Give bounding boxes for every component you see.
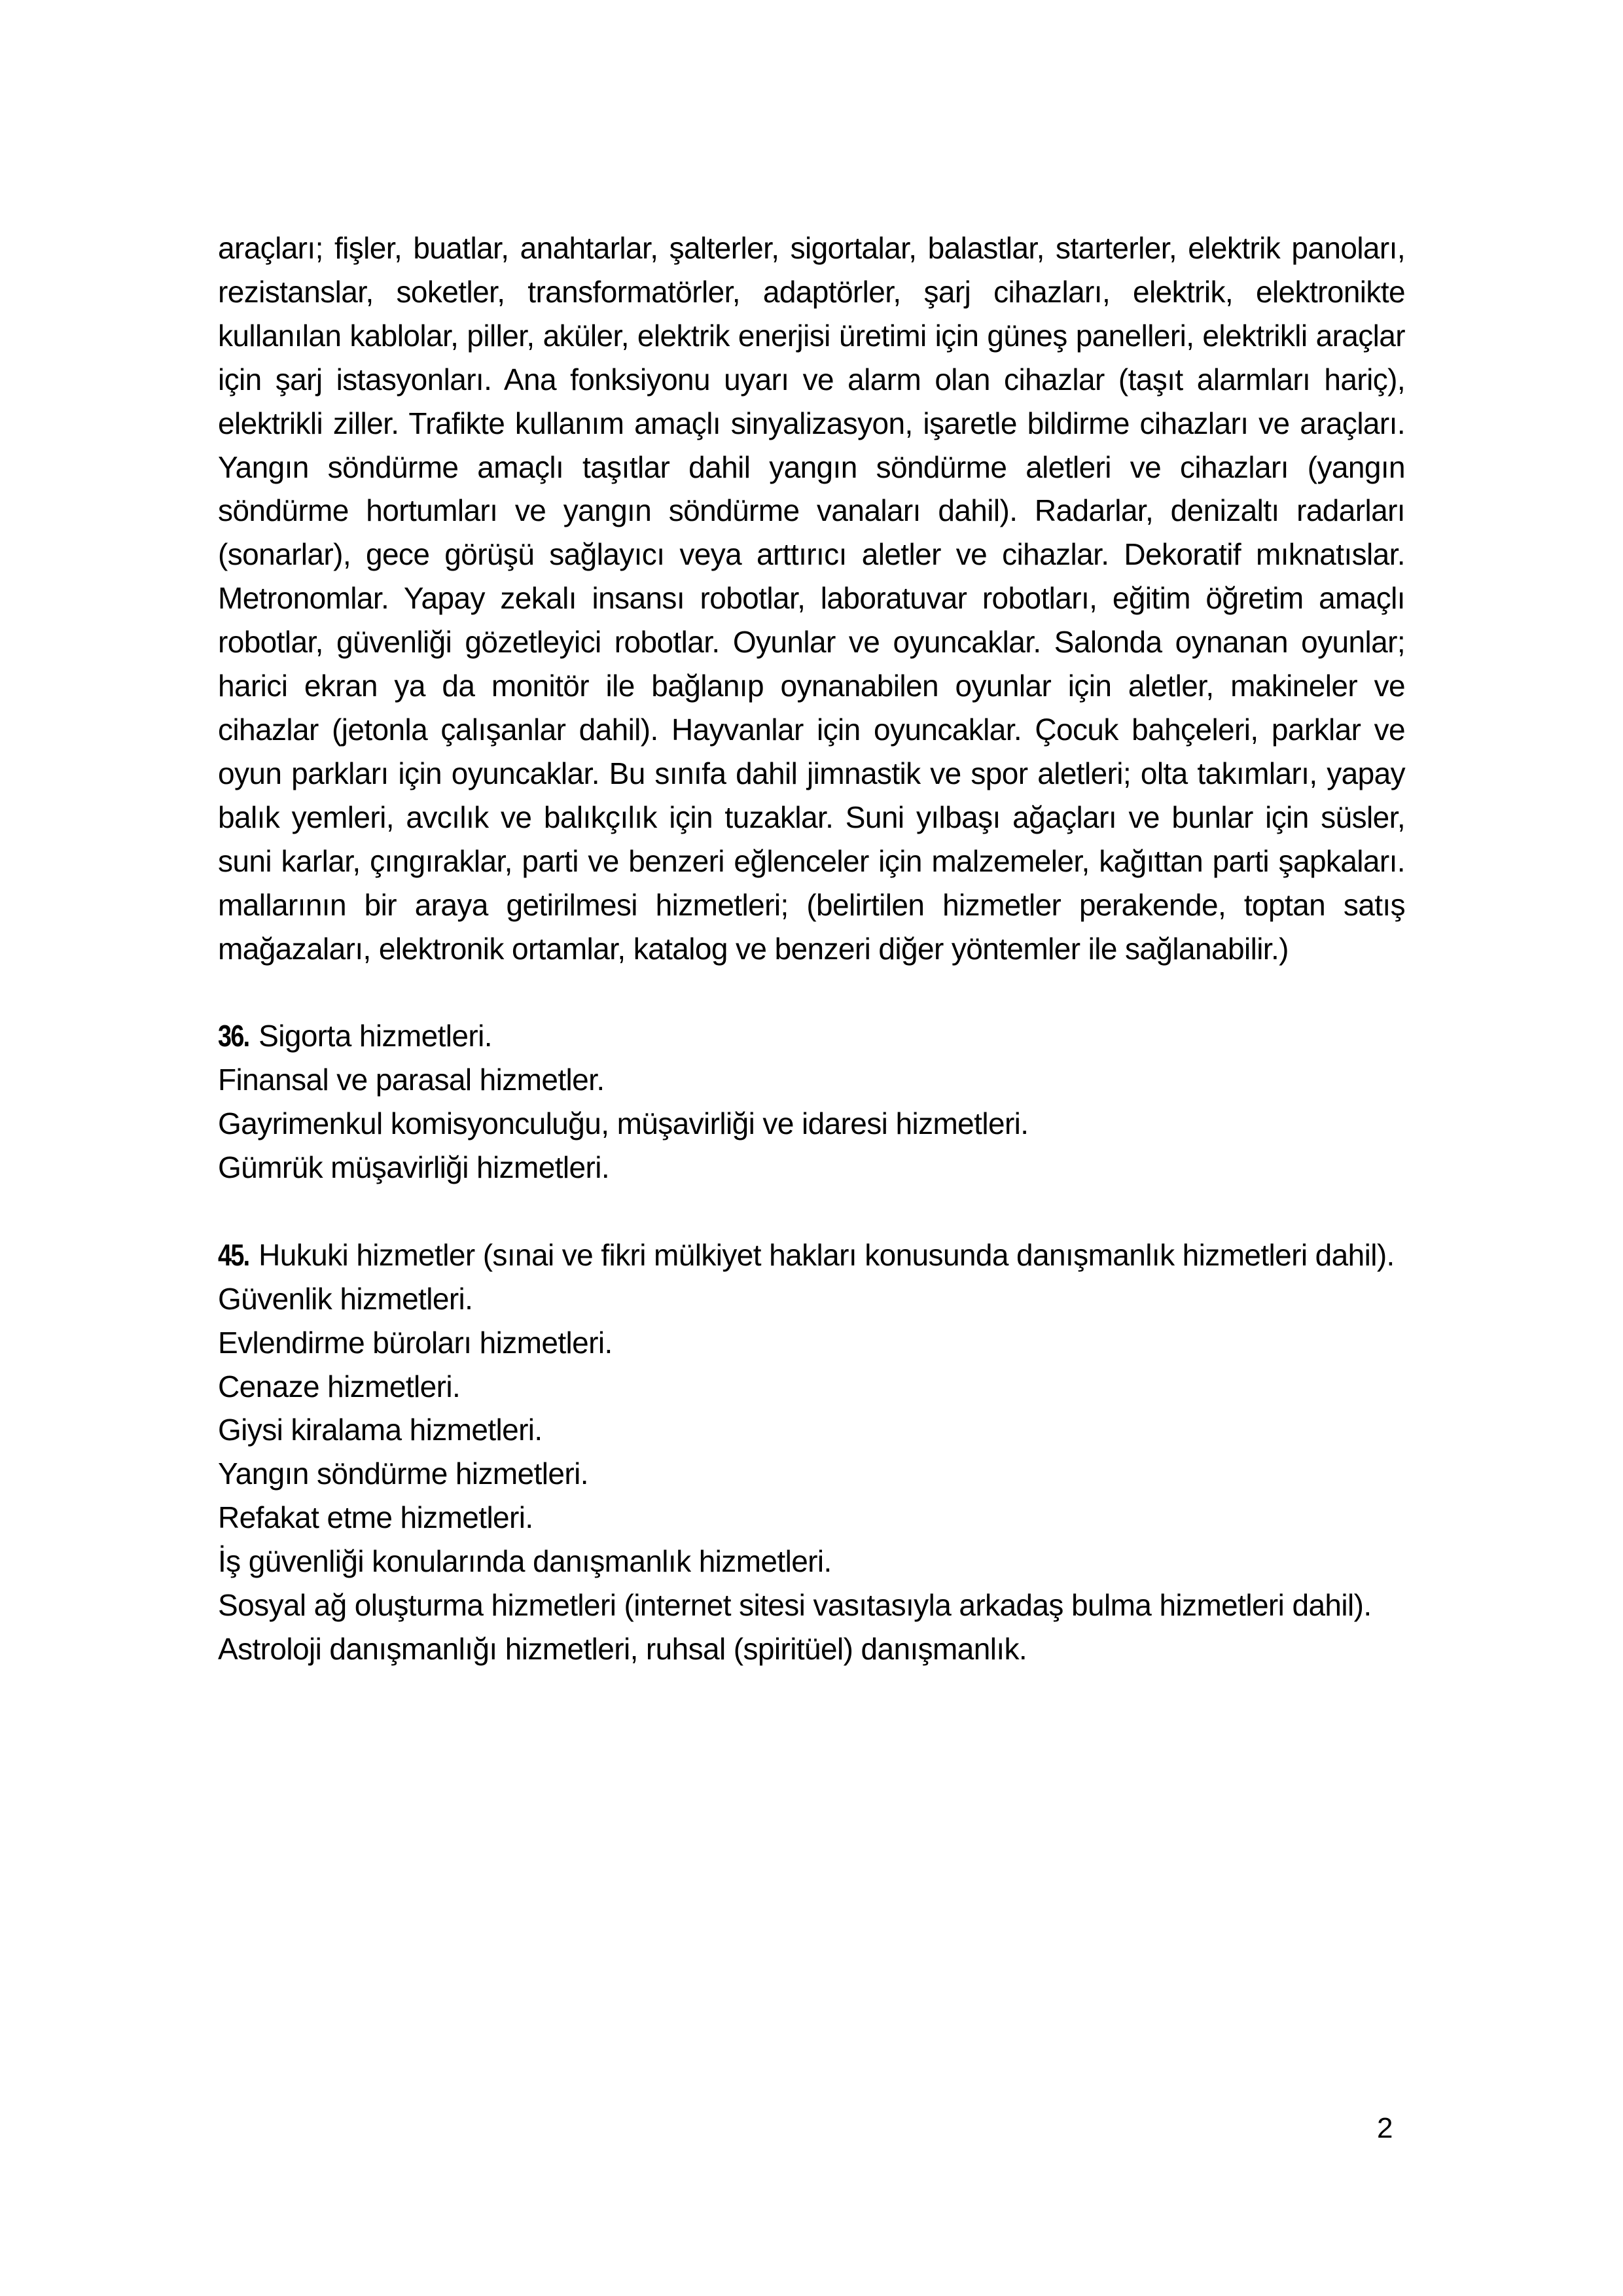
page-number: 2 [1377, 2112, 1393, 2144]
class-45-first-item [218, 1233, 1405, 1277]
class-45-section [218, 1233, 1405, 1671]
class-45-item: İş güvenliği konularında danışmanlık hizmetleri. [218, 1544, 832, 1579]
class-36-item: Sigorta hizmetleri. [259, 1019, 492, 1053]
class-45-item: Sosyal ağ oluşturma hizmetleri (internet sitesi vasıtasıyla arkadaş bulma hizmetleri dahil). [218, 1588, 1372, 1623]
class-number-36: 36. [218, 1019, 249, 1053]
class-45-item: Giysi kiralama hizmetleri. [218, 1413, 543, 1447]
goods-description-paragraph: araçları; fişler, buatlar, anahtarlar, şalterler, sigortalar, balastlar, starterler, elektrik panoları, rezistanslar, soketler, transformatörler, adaptörler, şarj cihazları, elektrik, elektronikte kullanılan kablolar, piller, aküler, elektrik enerjisi üretimi için güneş panelleri, elektrikli araçlar için şarj istasyonları. Ana fonksiyonu uyarı ve alarm olan cihazlar (taşıt alarmları hariç), elektrikli ziller. Trafikte kullanım amaçlı sinyalizasyon, işaretle bildirme cihazları ve araçları. Yangın söndürme amaçlı taşıtlar dahil yangın söndürme aletleri ve cihazları (yangın söndürme hortumları ve yangın söndürme vanaları dahil). Radarlar, denizaltı radarları (sonarlar), gece görüşü sağlayıcı veya arttırıcı aletler ve cihazlar. Dekoratif mıknatıslar. Metronomlar. Yapay zekalı insansı robotlar, laboratuvar robotları, eğitim öğretim amaçlı robotlar, güvenliği gözetleyici robotlar. Oyunlar ve oyuncaklar. Salonda oynanan oyunlar; harici ekran ya da monitör ile bağlanıp oynanabilen oyunlar için aletler, makineler ve cihazlar (jetonla çalışanlar dahil). Hayvanlar için oyuncaklar. Çocuk bahçeleri, parklar ve oyun parkları için oyuncaklar. Bu sınıfa dahil jimnastik ve spor aletleri; olta takımları, yapay balık yemleri, avcılık ve balıkçılık için tuzaklar. Suni yılbaşı ağaçları ve bunlar için süsler, suni karlar, çıngıraklar, parti ve benzeri eğlenceler için malzemeler, kağıttan parti şapkaları. mallarının bir araya getirilmesi hizmetleri; (belirtilen hizmetler perakende, toptan satış mağazaları, elektronik ortamlar, katalog ve benzeri diğer yöntemler ile sağlanabilir.) [218, 231, 1405, 966]
class-45-item: Evlendirme büroları hizmetleri. [218, 1325, 613, 1360]
class-36-first-item [218, 1014, 1405, 1058]
class-45-item: Yangın söndürme hizmetleri. [218, 1457, 588, 1491]
class-45-item: Astroloji danışmanlığı hizmetleri, ruhsal (spiritüel) danışmanlık. [218, 1631, 1027, 1666]
class-45-item: Güvenlik hizmetleri. [218, 1281, 473, 1316]
class-36-section [218, 1014, 1405, 1190]
class-45-item: Hukuki hizmetler (sınai ve fikri mülkiyet hakları konusunda danışmanlık hizmetleri dahil). [259, 1237, 1395, 1272]
class-36-item: Gümrük müşavirliği hizmetleri. [218, 1150, 610, 1185]
document-page [218, 226, 1405, 1671]
spacer [218, 1190, 1405, 1233]
class-36-item: Gayrimenkul komisyonculuğu, müşavirliği ve idaresi hizmetleri. [218, 1106, 1029, 1141]
class-36-item: Finansal ve parasal hizmetler. [218, 1063, 605, 1097]
spacer [218, 970, 1405, 1014]
class-number-45: 45. [218, 1237, 249, 1272]
class-45-item: Refakat etme hizmetleri. [218, 1500, 533, 1535]
class-45-item: Cenaze hizmetleri. [218, 1369, 461, 1404]
